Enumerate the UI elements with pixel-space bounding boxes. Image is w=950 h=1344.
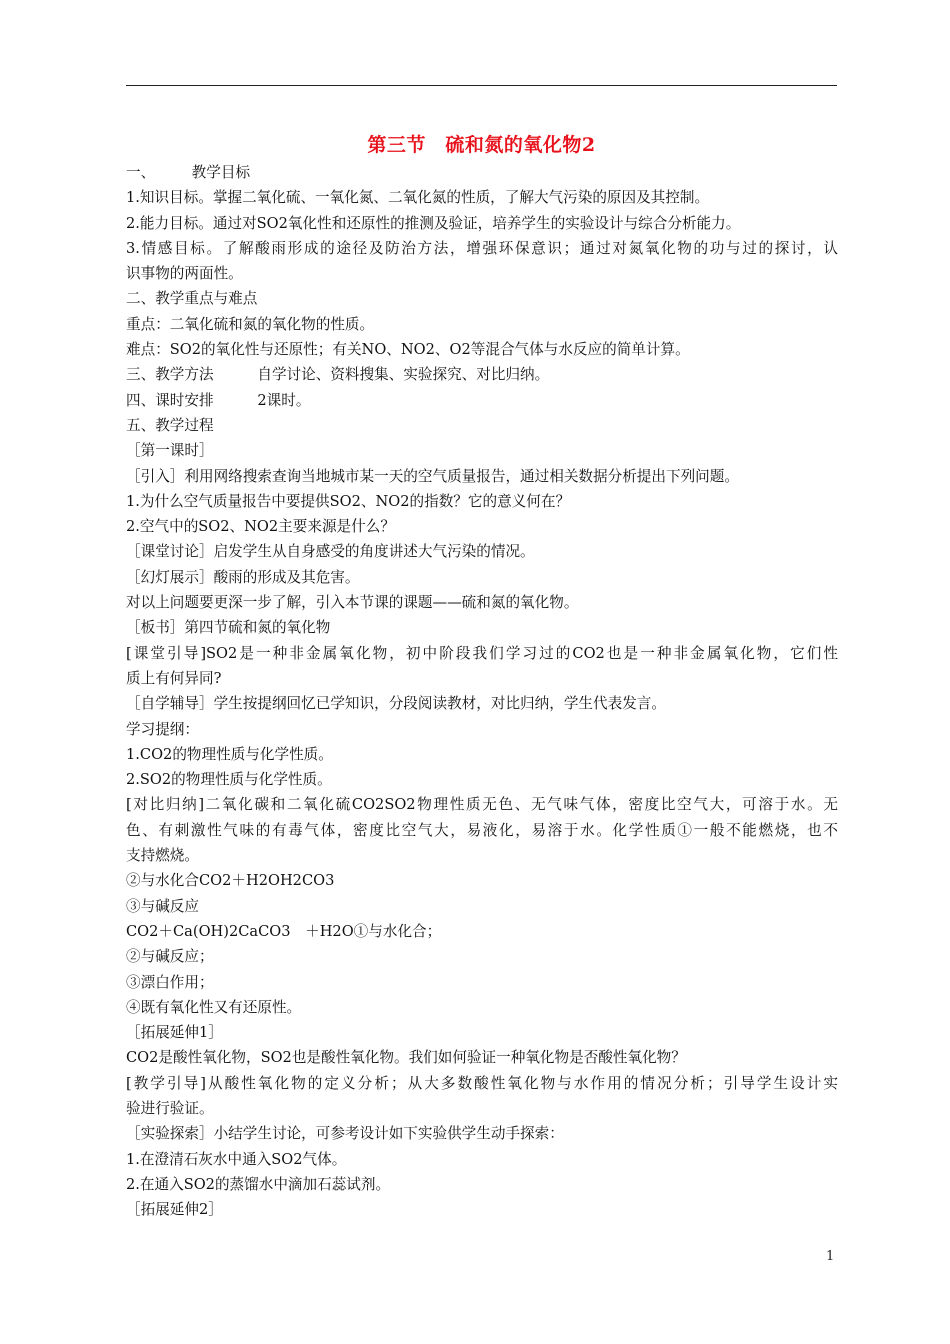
text-line: ［第一课时］ <box>126 442 214 460</box>
text-line: ［课堂讨论］启发学生从自身感受的角度讲述大气污染的情况。 <box>126 543 535 561</box>
text-line: 2.能力目标。通过对SO2氧化性和还原性的推测及验证，培养学生的实验设计与综合分析能力。 <box>126 214 741 232</box>
text-line: 1.在澄清石灰水中通入SO2气体。 <box>126 1150 347 1168</box>
text-line: 3.情感目标。了解酸雨形成的途径及防治方法，增强环保意识；通过对氮氧化物的功与过的探讨，认 <box>126 239 838 257</box>
text-line: [课堂引导]SO2是一种非金属氧化物，初中阶段我们学习过的CO2也是一种非金属氧化物，它们性 <box>126 644 838 662</box>
text-line: 1.CO2的物理性质与化学性质。 <box>126 745 333 763</box>
text-line: [对比归纳]二氧化碳和二氧化硫CO2SO2物理性质无色、无气味气体，密度比空气大，可溶于水。无 <box>126 796 838 814</box>
text-line: 色、有刺激性气味的有毒气体，密度比空气大，易液化，易溶于水。化学性质①一般不能燃烧，也不 <box>126 821 838 839</box>
text-line: [教学引导]从酸性氧化物的定义分析；从大多数酸性氧化物与水作用的情况分析；引导学生设计实 <box>126 1074 838 1092</box>
text-line: 二、教学重点与难点 <box>126 290 258 308</box>
text-line: 难点：SO2的氧化性与还原性；有关NO、NO2、O2等混合气体与水反应的简单计算。 <box>126 341 690 359</box>
text-line: 质上有何异同? <box>126 669 222 687</box>
text-line: 对以上问题要更深一步了解，引入本节课的课题——硫和氮的氧化物。 <box>126 594 579 612</box>
text-line: 1.知识目标。掌握二氧化硫、一氧化氮、二氧化氮的性质，了解大气污染的原因及其控制。 <box>126 189 710 207</box>
text-line: 1.为什么空气质量报告中要提供SO2、NO2的指数？它的意义何在？ <box>126 492 571 510</box>
text-line: ③漂白作用； <box>126 973 214 991</box>
text-line: 四、课时安排 2课时。 <box>126 391 311 409</box>
text-line: ③与碱反应 <box>126 897 199 915</box>
text-line: ［自学辅导］学生按提纲回忆已学知识，分段阅读教材，对比归纳，学生代表发言。 <box>126 695 666 713</box>
text-line: CO2＋Ca(OH)2CaCO3 ＋H2O①与水化合； <box>126 922 442 940</box>
text-line: CO2是酸性氧化物，SO2也是酸性氧化物。我们如何验证一种氧化物是否酸性氧化物？ <box>126 1049 686 1067</box>
text-line: ［幻灯展示］酸雨的形成及其危害。 <box>126 568 360 586</box>
text-line: 验进行验证。 <box>126 1099 214 1117</box>
text-line: 识事物的两面性。 <box>126 265 243 283</box>
text-line: ［拓展延伸2］ <box>126 1201 223 1219</box>
text-line: ④既有氧化性又有还原性。 <box>126 998 302 1016</box>
text-line: ［板书］第四节硫和氮的氧化物 <box>126 619 331 637</box>
text-line: 2.SO2的物理性质与化学性质。 <box>126 771 332 789</box>
text-line: ②与碱反应； <box>126 948 214 966</box>
header-rule <box>126 85 837 86</box>
text-line: 2.在通入SO2的蒸馏水中滴加石蕊试剂。 <box>126 1175 391 1193</box>
text-line: ［实验探索］小结学生讨论，可参考设计如下实验供学生动手探索： <box>126 1125 564 1143</box>
text-line: ［引入］利用网络搜索查询当地城市某一天的空气质量报告，通过相关数据分析提出下列问题。 <box>126 467 739 485</box>
text-line: 重点：二氧化硫和氮的氧化物的性质。 <box>126 315 375 333</box>
text-line: 学习提纲： <box>126 720 199 738</box>
document-body <box>126 160 838 1222</box>
text-line: 支持燃烧。 <box>126 847 199 865</box>
text-line: ②与水化合CO2＋H2OH2CO3 <box>126 872 335 890</box>
page-number: 1 <box>826 1249 835 1264</box>
text-line: 一、 教学目标 <box>126 164 251 181</box>
text-line: 三、教学方法 自学讨论、资料搜集、实验探究、对比归纳。 <box>126 366 550 384</box>
text-line: 2.空气中的SO2、NO2主要来源是什么？ <box>126 518 395 536</box>
text-line: ［拓展延伸1］ <box>126 1024 223 1042</box>
page-title: 第三节 硫和氮的氧化物2 <box>367 134 596 156</box>
text-line: 五、教学过程 <box>126 416 214 434</box>
